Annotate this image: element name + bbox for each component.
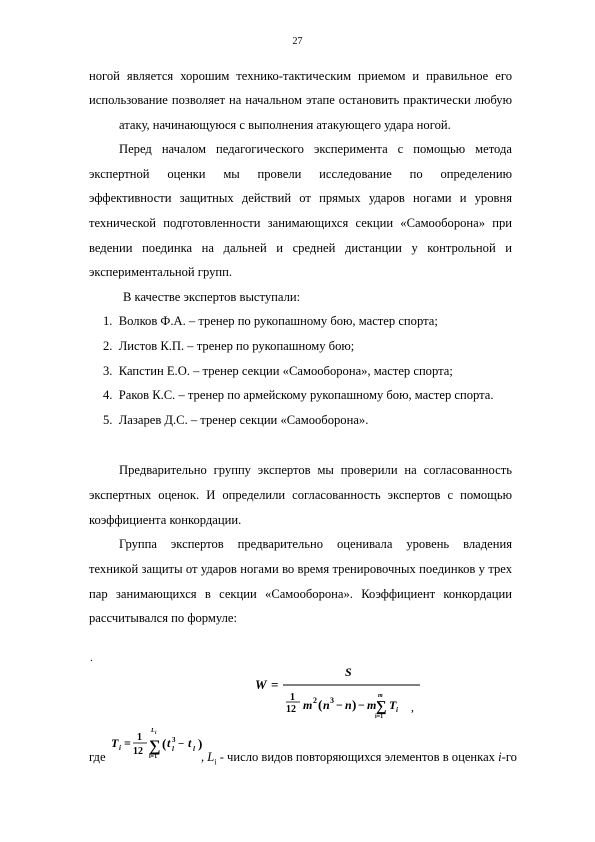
paragraph-line: использование позволяет на начальном этапе остановить практически любую bbox=[89, 93, 512, 107]
paragraph-line: технической подготовленности занимающихся секции «Самооборона» при bbox=[89, 216, 512, 230]
paragraph-line: атаку, начинающуюся с выполнения атакующего удара ногой. bbox=[119, 118, 451, 132]
paragraph-line: техникой защиты от ударов ногами во время тренировочных поединков у трех bbox=[89, 562, 512, 576]
list-item bbox=[103, 313, 438, 329]
formula-part: i bbox=[396, 706, 398, 714]
list-item bbox=[103, 412, 368, 428]
page-number: 27 bbox=[292, 36, 303, 47]
paragraph-line: Группа экспертов предварительно оценивала уровень владения bbox=[119, 537, 512, 551]
formula-part: 12 bbox=[133, 746, 143, 757]
paragraph-line: экспериментальной групп. bbox=[89, 265, 232, 279]
formula-numerator: S bbox=[345, 665, 352, 679]
formula-part: i=1 bbox=[375, 714, 384, 720]
list-number: 3. bbox=[103, 364, 113, 378]
formula-lhs: W bbox=[255, 677, 267, 692]
list-text: Лазарев Д.С. – тренер секции «Самооборона». bbox=[118, 413, 369, 427]
formula-part: ( bbox=[318, 697, 323, 712]
paragraph-line: экспертных оценок. И определили согласованность экспертов с помощью bbox=[89, 488, 512, 502]
experts-heading: В качестве экспертов выступали: bbox=[123, 290, 301, 304]
text-part: - число видов повторяющихся элементов в оценках bbox=[216, 750, 499, 764]
paragraph-line: Предварительно группу экспертов мы проверили на согласованность bbox=[119, 463, 512, 477]
formula-part: n bbox=[345, 698, 352, 712]
formula-part: t bbox=[167, 736, 171, 750]
stray-dot: . bbox=[90, 650, 93, 664]
sum-symbol: ∑ bbox=[376, 699, 387, 715]
formula-part: m bbox=[367, 698, 377, 712]
paragraph-line: эффективности защитных действий от прямых ударов ногами и уровня bbox=[89, 191, 512, 205]
paragraph-line: ведении поединка на дальней и средней дистанции у контрольной и bbox=[89, 241, 512, 255]
formula-part: L bbox=[151, 728, 155, 734]
text-part: i bbox=[214, 757, 217, 767]
formula-part: 1 bbox=[290, 692, 295, 703]
ti-formula bbox=[111, 721, 207, 765]
list-number: 4. bbox=[103, 388, 113, 402]
paragraph-line: коэффициента конкордации. bbox=[89, 513, 242, 527]
formula-part: 2 bbox=[313, 696, 317, 705]
formula-part: T bbox=[389, 698, 397, 712]
paragraph-line: ногой является хорошим технико-тактическим приемом и правильное его bbox=[89, 69, 512, 83]
paragraph-line: Перед началом педагогического эксперимента с помощью метода bbox=[119, 142, 512, 156]
text-part: i bbox=[498, 750, 502, 764]
concordance-formula bbox=[255, 660, 425, 720]
formula-part: i bbox=[119, 744, 121, 752]
list-number: 1. bbox=[103, 314, 113, 328]
formula-part: 3 bbox=[330, 696, 334, 705]
formula-part: l bbox=[193, 745, 195, 753]
formula-part: − bbox=[336, 698, 343, 712]
formula-part: l=1 bbox=[149, 754, 158, 760]
formula-part: n bbox=[323, 698, 330, 712]
formula-part: ) bbox=[352, 697, 357, 712]
list-item bbox=[103, 363, 453, 379]
formula-part: − bbox=[358, 698, 365, 712]
list-item bbox=[103, 338, 354, 354]
list-text: Листов К.П. – тренер по рукопашному бою; bbox=[118, 339, 355, 353]
formula-part: 1 bbox=[137, 732, 142, 743]
formula-part: T bbox=[111, 736, 119, 750]
formula-part: m bbox=[378, 693, 383, 699]
formula-part: ( bbox=[162, 736, 167, 751]
formula-part: l bbox=[172, 745, 174, 753]
text-part: , L bbox=[201, 750, 215, 764]
list-item bbox=[103, 387, 494, 403]
formula-part: ) bbox=[198, 736, 203, 751]
paragraph-line: пар занимающихся в секции «Самооборона». Коэффициент конкордации bbox=[89, 587, 512, 601]
sum-symbol: ∑ bbox=[149, 738, 161, 755]
formula-part: m bbox=[303, 698, 313, 712]
list-number: 5. bbox=[103, 413, 113, 427]
list-text: Волков Ф.А. – тренер по рукопашному бою, мастер спорта; bbox=[118, 314, 438, 328]
formula-comma: , bbox=[411, 700, 414, 714]
list-text: Раков К.С. – тренер по армейскому рукопашному бою, мастер спорта. bbox=[118, 388, 494, 402]
list-number: 2. bbox=[103, 339, 113, 353]
formula-part: = bbox=[124, 736, 131, 750]
paragraph-line: рассчитывался по формуле: bbox=[89, 611, 237, 625]
formula-equals: = bbox=[271, 677, 279, 692]
formula-part: − bbox=[178, 738, 185, 750]
text-part: -го bbox=[501, 750, 517, 764]
paragraph-line: экспертной оценки мы провели исследование по определению bbox=[89, 167, 512, 181]
formula-part: i bbox=[155, 731, 157, 736]
where-label: где bbox=[89, 750, 106, 764]
formula-explanation bbox=[201, 749, 517, 771]
formula-part: 3 bbox=[172, 736, 176, 744]
formula-part: t bbox=[188, 736, 192, 750]
list-text: Капстин Е.О. – тренер секции «Самооборона», мастер спорта; bbox=[118, 364, 453, 378]
formula-part: 12 bbox=[286, 704, 296, 715]
